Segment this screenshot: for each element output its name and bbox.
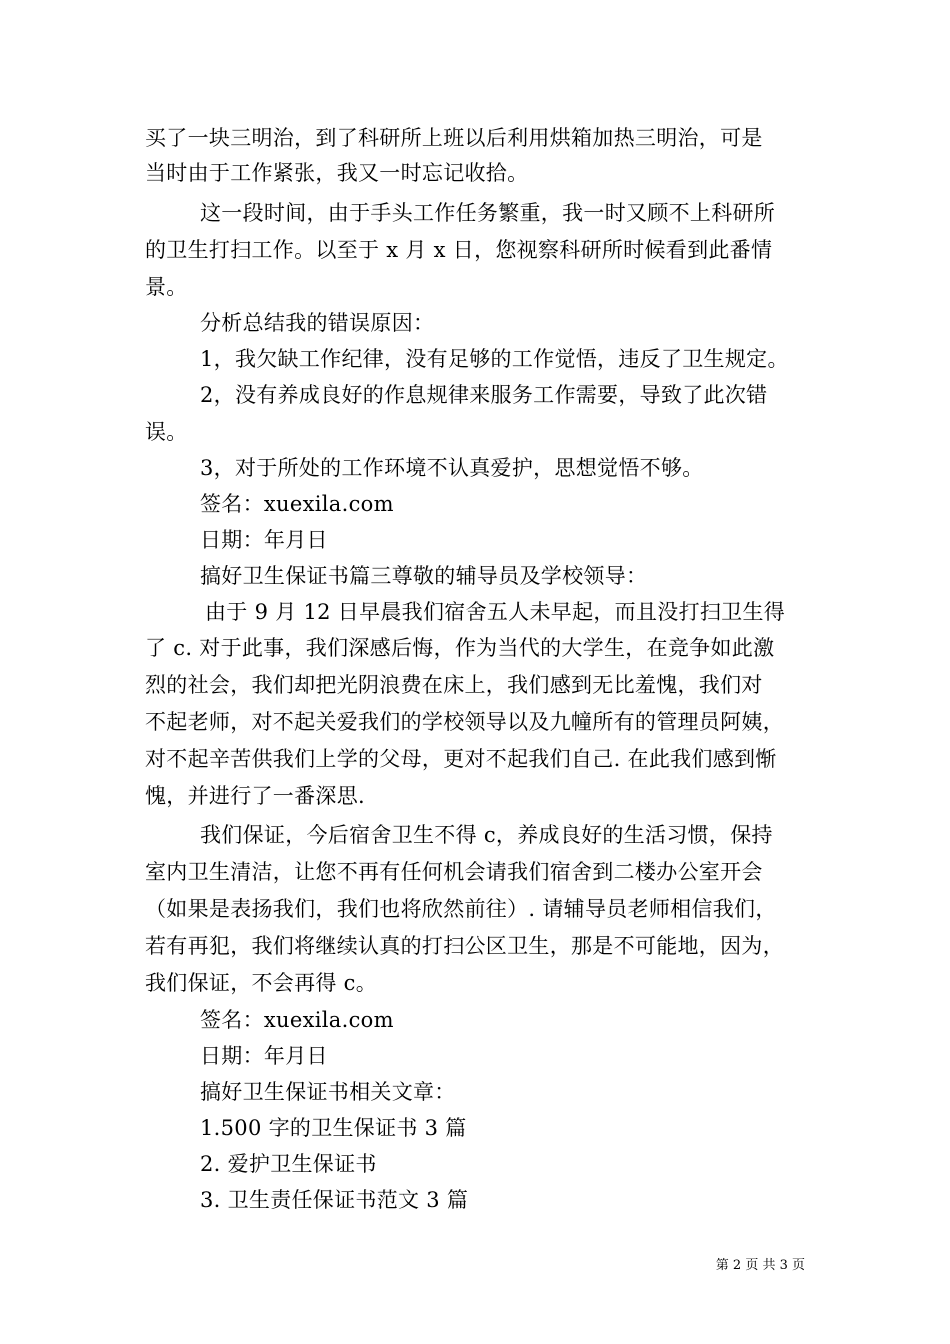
text-line: 分析总结我的错误原因： <box>200 311 435 335</box>
text-line: 我们保证，不会再得 c。 <box>145 971 378 995</box>
text-line: （如果是表扬我们，我们也将欣然前往）. 请辅导员老师相信我们， <box>145 897 777 921</box>
text-line: 误。 <box>145 420 188 444</box>
text-line: 1.500 字的卫生保证书 3 篇 <box>200 1116 467 1140</box>
text-line: 对不起辛苦供我们上学的父母，更对不起我们自己. 在此我们感到惭 <box>145 747 777 771</box>
text-line: 不起老师，对不起关爱我们的学校领导以及九幢所有的管理员阿姨， <box>145 710 784 734</box>
text-line: 我们保证，今后宿舍卫生不得 c，养成良好的生活习惯，保持 <box>200 823 773 847</box>
text-line: 了 c. 对于此事，我们深感后悔，作为当代的大学生，在竞争如此激 <box>145 636 775 660</box>
text-line: 日期：年月日 <box>200 1044 328 1068</box>
text-line: 搞好卫生保证书相关文章： <box>200 1080 456 1104</box>
text-line: 签名：xuexila.com <box>200 1008 394 1032</box>
text-line: 1，我欠缺工作纪律，没有足够的工作觉悟，违反了卫生规定。 <box>200 347 789 371</box>
text-line: 由于 9 月 12 日早晨我们宿舍五人未早起，而且没打扫卫生得 <box>205 600 786 624</box>
text-line: 日期：年月日 <box>200 528 328 552</box>
text-line: 搞好卫生保证书篇三尊敬的辅导员及学校领导： <box>200 564 648 588</box>
text-line: 签名：xuexila.com <box>200 492 394 516</box>
text-line: 室内卫生清洁，让您不再有任何机会请我们宿舍到二楼办公室开会 <box>145 860 763 884</box>
text-line: 若有再犯，我们将继续认真的打扫公区卫生，那是不可能地，因为， <box>145 934 784 958</box>
text-line: 3，对于所处的工作环境不认真爱护，思想觉悟不够。 <box>200 456 704 480</box>
text-line: 买了一块三明治，到了科研所上班以后利用烘箱加热三明治，可是 <box>145 126 763 150</box>
text-line: 2. 爱护卫生保证书 <box>200 1152 377 1176</box>
text-line: 景。 <box>145 275 188 299</box>
text-line: 3. 卫生责任保证书范文 3 篇 <box>200 1188 469 1212</box>
text-line: 愧，并进行了一番深思. <box>145 784 365 808</box>
page-number: 第 2 页 共 3 页 <box>715 1258 805 1273</box>
text-line: 的卫生打扫工作。以至于 x 月 x 日，您视察科研所时候看到此番情 <box>145 238 773 262</box>
text-line: 这一段时间，由于手头工作任务繁重，我一时又顾不上科研所 <box>200 201 776 225</box>
text-line: 烈的社会，我们却把光阴浪费在床上，我们感到无比羞愧，我们对 <box>145 673 763 697</box>
text-line: 当时由于工作紧张，我又一时忘记收拾。 <box>145 161 529 185</box>
text-line: 2，没有养成良好的作息规律来服务工作需要，导致了此次错 <box>200 383 768 407</box>
